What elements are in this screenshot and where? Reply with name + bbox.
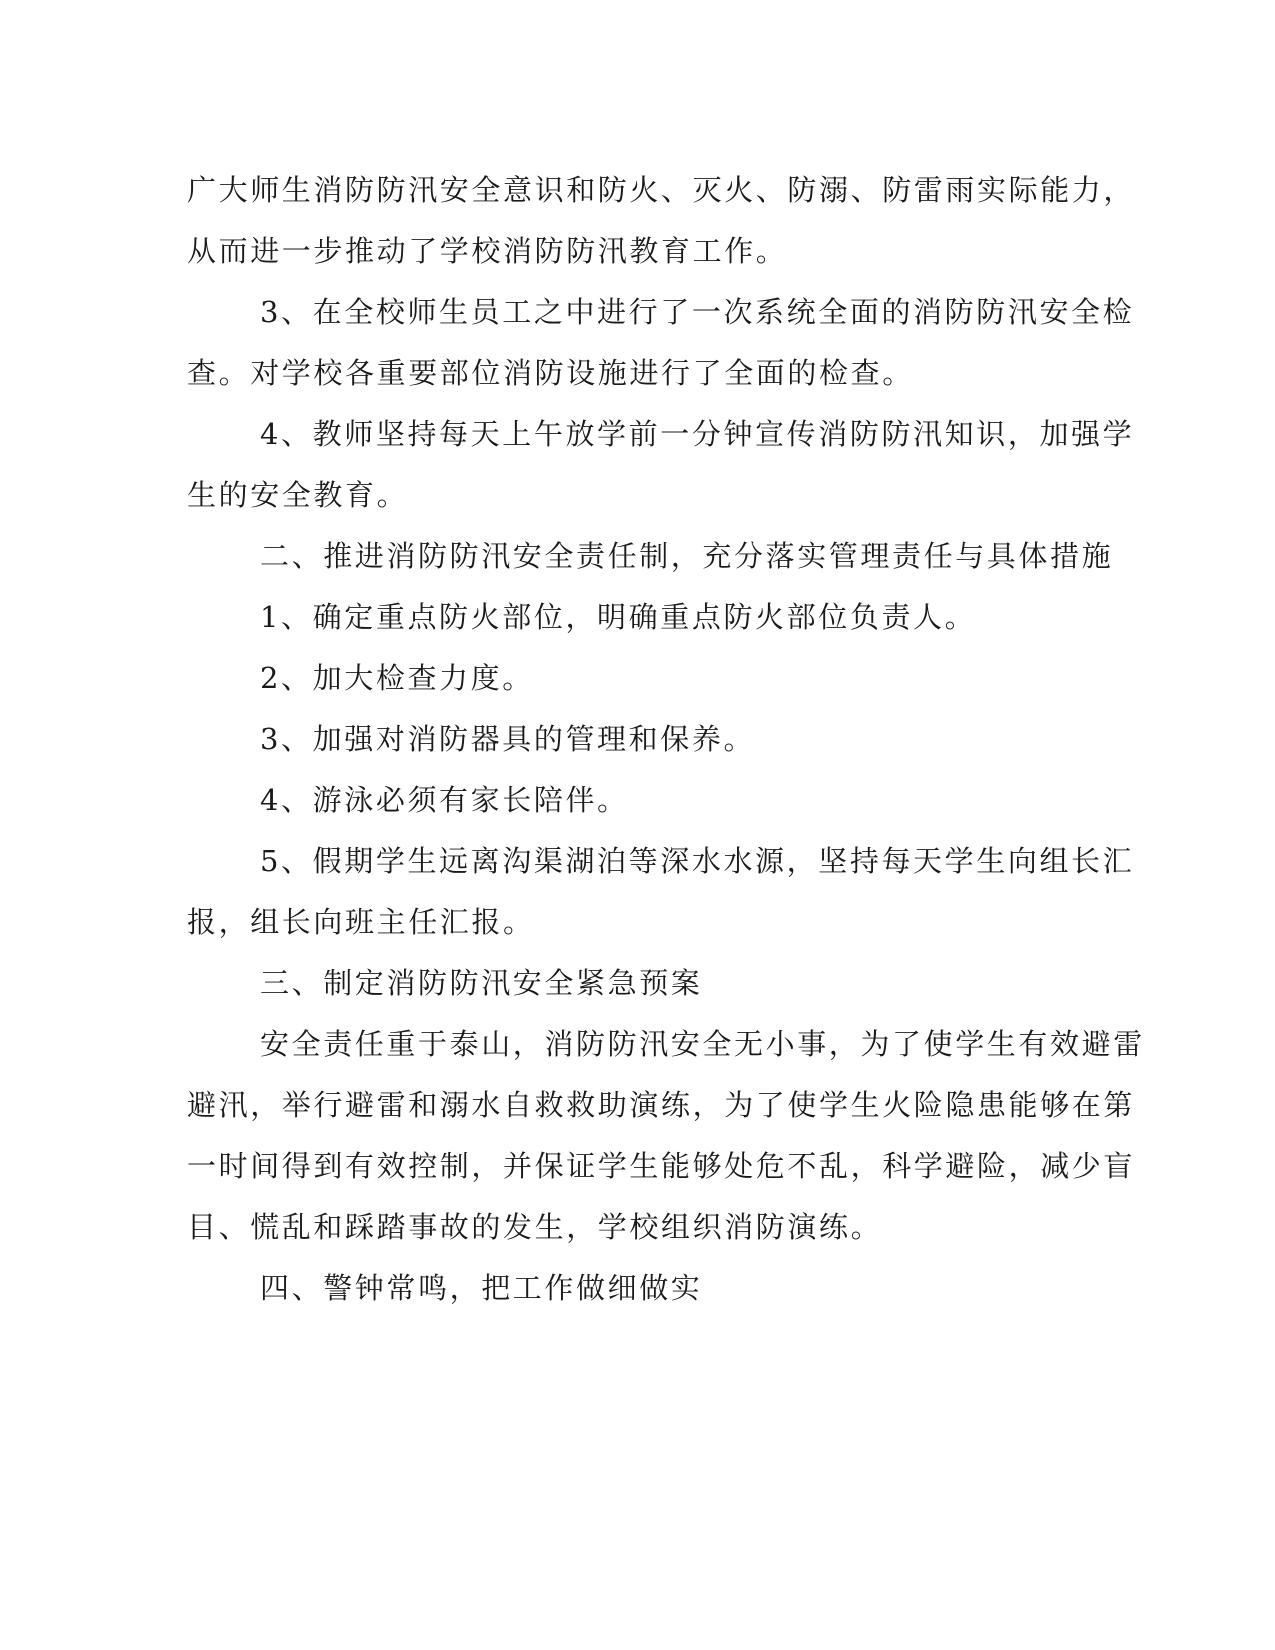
document-body bbox=[187, 160, 1145, 1319]
text-line-12: 5、假期学生远离沟渠湖泊等深水水源，坚持每天学生向组长汇 bbox=[260, 844, 1135, 878]
text-line-5: 4、教师坚持每天上午放学前一分钟宣传消防防汛知识，加强学 bbox=[260, 417, 1135, 451]
text-line-3: 3、在全校师生员工之中进行了一次系统全面的消防防汛安全检 bbox=[260, 295, 1135, 329]
text-line-1: 广大师生消防防汛安全意识和防火、灭火、防溺、防雷雨实际能力， bbox=[187, 173, 1136, 207]
section-heading-2: 二、推进消防防汛安全责任制，充分落实管理责任与具体措施 bbox=[260, 539, 1114, 573]
text-line-8: 1、确定重点防火部位，明确重点防火部位负责人。 bbox=[260, 600, 977, 634]
text-line-4: 查。对学校各重要部位消防设施进行了全面的检查。 bbox=[187, 356, 914, 390]
text-line-18: 目、慌乱和踩踏事故的发生，学校组织消防演练。 bbox=[187, 1210, 883, 1244]
section-heading-3: 三、制定消防防汛安全紧急预案 bbox=[260, 966, 703, 1000]
text-line-13: 报，组长向班主任汇报。 bbox=[187, 905, 535, 939]
text-line-6: 生的安全教育。 bbox=[187, 478, 409, 512]
text-line-9: 2、加大检查力度。 bbox=[260, 661, 534, 695]
text-line-11: 4、游泳必须有家长陪伴。 bbox=[260, 783, 629, 817]
text-line-2: 从而进一步推动了学校消防防汛教育工作。 bbox=[187, 234, 788, 268]
text-line-10: 3、加强对消防器具的管理和保养。 bbox=[260, 722, 756, 756]
text-line-16: 避汛，举行避雷和溺水自救救助演练，为了使学生火险隐患能够在第 bbox=[187, 1088, 1136, 1122]
section-heading-4: 四、警钟常鸣，把工作做细做实 bbox=[260, 1271, 703, 1305]
text-line-15: 安全责任重于泰山，消防防汛安全无小事，为了使学生有效避雷 bbox=[260, 1027, 1145, 1061]
text-line-17: 一时间得到有效控制，并保证学生能够处危不乱，科学避险，减少盲 bbox=[187, 1149, 1136, 1183]
